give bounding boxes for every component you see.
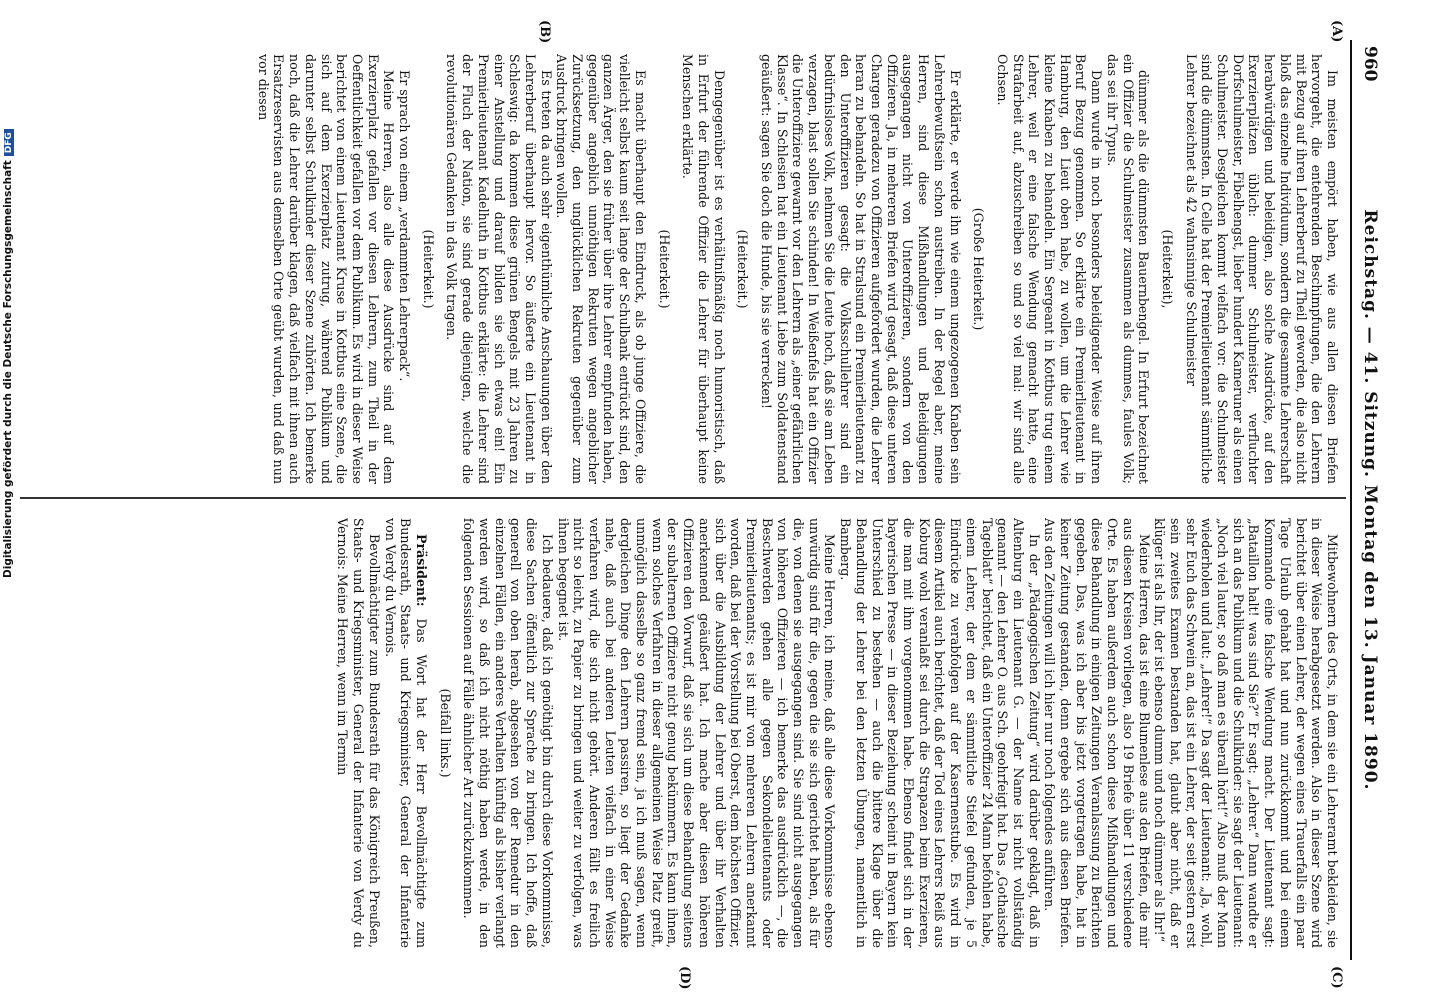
paragraph: Im meisten empört haben, wie aus allen diesen Briefen hervorgeht, die entehrenden Beschimpfungen, die den Lehrern mit Bezug auf ihren Lehrerberuf zu Theil geworden, die also nicht bloß das einzelne Individuum, sondern die gesammte Lehrerschaft herabwürdigen und beleidigen, also solche Ausdrücke, auf den Exerzierplätzen üblich: dummer Schulmeister, verfluchter Dorfschulmeister, Fibelhengst, lieber hundert Kameruner als einen Schulmeister. Desgleichen kommt vielfach vor: die Schulmeister sind die dümmsten. In Celle hat der Premierlieutenant sämmtliche Lehrer bezeichnet als 42 wahnsinnige Schulmeister [1183, 54, 1340, 484]
margin-marker-b: (B) [537, 20, 552, 44]
dfg-logo: DFG [4, 129, 14, 156]
left-column [20, 54, 1340, 484]
speaker-paragraph [382, 518, 429, 948]
interjection: (Heiterkeit), [1159, 229, 1175, 309]
paragraph: Demgegenüber ist es verhältnißmäßig noch humoristisch, daß in Erfurt der führende Offizier die Lehrer für überhaupt keine Menschen erklärte. [680, 54, 727, 484]
speech-text: Das Wort hat der Herr Bevollmächtigte zum Bundesrath, Staats- und Kriegsminister, General der Infanterie von Verdy du Vernois. [382, 518, 429, 948]
page-title: Reichstag. — 41. Sitzung. Montag den 13. Januar 1890. [1360, 209, 1380, 791]
paragraph: Meine Herren, das ist eine Blumenlese aus den Briefen, die mir aus diesen Kreisen vorliegen, also 19 Briefe über 11 verschiedene Orte. Es haben außerdem auch schon diese Mißhandlungen und diese Behandlung in einigen Zeitungen Veranlassung zu Berichten gegeben. Das, was ich aber bis jetzt vorgetragen habe, hat in keiner Zeitung gestanden, denn ergebe sich aus diesen Briefen. Aus den Zeitungen will ich hier nur noch folgendes anführen. [1042, 518, 1152, 948]
page-header [1350, 40, 1386, 960]
interjection: (Beifall links.) [437, 688, 453, 778]
paragraph: dümmer als die dümmsten Bauernbengel. In Erfurt bezeichnet ein Offizier die Schulmeister zusammen als dummes, faules Volk; das sei ihr Typus. [1104, 54, 1152, 484]
speaker-paragraph [335, 518, 382, 948]
page-number: 960 [1360, 46, 1380, 82]
interjection: (Große Heiterkeit.) [971, 207, 987, 331]
speech-text: Bevollmächtigter zum Bundesrath für das Königreich Preußen, Staats- und Kriegsminister, General der Infanterie von Verdy du Vernois: Meine Herren, wenn im Termin [335, 518, 382, 948]
interjection: (Heiterkeit.) [735, 229, 751, 309]
credit-text: Digitalisierung gefördert durch die Deutsche Forschungsgemeinschaft [2, 160, 14, 578]
margin-marker-c: (C) [1329, 966, 1344, 989]
interjection: (Heiterkeit.) [656, 229, 672, 309]
paragraph: Meine Herren, also alle diese Ausdrücke sind auf dem Exerzierplatz gefallen vor diesen Lehrern, zum Theil in der Oeffentlichkeit gefallen vor dem Publikum. Es wird in dieser Weise berichtet von einem Lieutenant Kruse in Kottbus eine Szene, die sich auf dem Exerzierplatz zutrug, während Publikum und darunter selbst Schulkinder dieser Szene zuhörten. Ich bemerke noch, daß die Lehrer darüber klagen, daß vielfach mit ihnen auch Ersatzreservisten aus demselben Orte geübt wurden, und daß nun vor diesen [255, 54, 397, 484]
paragraph: In der „Pädagogischen Zeitung“ wird darüber geklagt, daß in Altenburg ein Lieutenant G. — der Name ist nicht vollständig genannt — den Lehrer O. aus Sch. geohrfeigt hat. Das „Gothaische Tageblatt“ berichtet, daß ein Unteroffizier 24 Mann befohlen habe, einem Lehrer, der dem er sämmtliche Stiefel gefunden, je 5 Eindrücke zu verabfolgen auf der Kasernenstube. Es wird in diesem Artikel auch berichtet, daß der Tod eines Lehrers Reiß aus Koburg wohl veranlaßt sei durch die Strapazen beim Exerzieren, die man mit ihm vorgenommen habe. Ebenso findet sich in der bayerischen Presse — in dieser Beziehung scheint in Bayern kein Unterschied zu bestehen — auch die bittere Klage über die Behandlung der Lehrer bei den letzten Übungen, namentlich in Bamberg. [838, 518, 1042, 948]
paragraph: Es macht überhaupt den Eindruck, als ob junge Offiziere, die vielleicht selbst kaum seit lange der Schulbank entrückt sind, den ganzen Ärger, den sie früher über ihre Lehrer empfunden haben, gegenüber angeblich unnöthigen Rekruten wegen angeblicher Zurücksetzung, den unglücklichen Rekruten gegenüber zum Ausdruck bringen wollen. [554, 54, 648, 484]
interjection: (Heiterkeit.) [420, 229, 436, 309]
paragraph: Mitbewohnern des Orts, in dem sie ein Lehreramt bekleiden, sie in dieser Weise herabgesetzt werden. Also in dieser Szene wird berichtet über einen Lehrer, der wegen eines Trauerfalls ein paar Tage Urlaub gehabt hat und nun zurückkommt und bei einem Kommando eine falsche Wendung macht. Der Lieutenant sagt: „Bataillon halt! was sind Sie?“ Er sagt: „Lehrer.“ Dann wandte er sich an das Publikum und die Schulkinder: sie sagt der Lieutenant: „Noch viel lauter, so daß man es überall hört!“ Also muß der Mann wiederholen und laut: „Lehrer!“ Da sagt der Lieutenant: „Ja, wohl, sehr Euch das Schwein an, das ist ein Lehrer, der seit gestern erst sein zweites Examen bestanden hat, glaubt aber nicht, daß er klüger ist als Ihr, der ist ebenso dumm und noch dümmer als Ihr!“ [1152, 518, 1340, 948]
paragraph: Es treten da auch sehr eigenthümliche Anschauungen über den Lehrerberuf überhaupt hervor. So äußerte ein Lieutenant in Schleswig: da kommen diese grünen Bengels mit 23 Jahren zu einer Anstellung und darauf bilden sie sich etwas ein! Ein Premierlieutenant Kadelhuth in Kottbus erklärte: die Lehrer sind der Fluch der Nation, sie sind gerade diejenigen, welche die revolutionären Gedanken in das Volk tragen. [444, 54, 554, 484]
column-divider [20, 497, 1346, 499]
digitization-credit [2, 129, 14, 578]
paragraph: Meine Herren, ich meine, daß alle diese Vorkommnisse ebenso unwürdig sind für die, gegen die sie sich gerichtet haben, als für die, von denen sie ausgegangen sind. Sie sind nicht ausgegangen von höheren Offizieren — ich bemerke das ausdrücklich —, die Beschwerden gehen alle gegen Sekondelieutenants oder Premierlieutenants; es ist mir von mehreren Lehrern anerkannt worden, daß bei der Vorstellung bei Oberst, dem höchsten Offizier, sich über die Ausbildung der Lehrer und über ihr Verhalten anerkennend geäußert hat. Ich mache aber diesen höheren Offizieren den Vorwurf, daß sie sich um diese Behandlung seitens der subalternen Offiziere nicht genug bekümmern. Es kann ihnen, wenn solches Verfahren in dieser allgemeinen Weise Platz greift, unmöglich dasselbe so ganz fremd sein, ja ich muß sagen, wenn dergleichen Dinge den Lehrern passiren, so liegt der Gedanke nahe, daß auch bei anderen Leuten vielfach in einer Weise verfahren wird, die sich nicht gehört. Anderen fällt es freilich nicht so leicht, zu Papier zu bringen und weiter zu verfolgen, was ihnen begegnet ist. [555, 518, 838, 948]
paragraph: Er sprach von einem „verdammten Lehrerpack“. [397, 70, 413, 382]
paragraph: Dann wurde in noch besonders beleidigender Weise auf ihren Beruf Bezug genommen. So erklärte ein Premierlieutenant in Hamburg, den Lieut oben habe, zu wollen, um die Lehrer wie kleine Knaben zu behandeln. Ein Sergeant in Kottbus trug einem Lehrer, weil er eine falsche Wendung gemacht hatte, eine Strafarbeit auf, abzuschreiben so und so viel mal: wir sind alle Ochsen. [994, 54, 1105, 484]
paragraph: Er erklärte, er werde ihn wie einem ungezogenen Knaben sein Lehrerbewußtsein schon austreiben. In der Regel aber, meine Herren, sind diese Mißhandlungen und Beleidigungen ausgegangen nicht von Unteroffizieren, sondern von den Offizieren. Ja, in mehreren Briefen wird gesagt, daß diese unteren Chargen geradezu von Offizieren aufgefordert wurden, die Lehrer heran zu behandeln. So hat in Stralsund ein Premierlieutenant zu den Unteroffizieren gesagt: die Volksschullehrer sind ein bedürfnisloses Volk, nehmen Sie die Leute hoch, daß sie am Leben verzagen, blast sollen Sie schinden! In Weißenfels hat ein Offizier die Unteroffiziere gewarnt vor den Lehrern als „einer gefährlichen Klasse“. In Schlesien hat ein Lieutenant Liebe zum Soldatenstand geäußert: sagen Sie doch die Hunde, bis sie verrecken! [759, 54, 963, 484]
margin-marker-d: (D) [677, 966, 692, 990]
right-column [20, 518, 1340, 948]
speaker-name: Präsident: [413, 534, 429, 607]
paragraph: Ich bedauere, daß ich genöthigt bin durch diese Vorkommnisse, diese Sachen öffentlich zur Sprache zu bringen. Ich hoffe, daß generell von oben herab, abgesehen von der Remedur in den einzelnen Fällen, ein anderes Verhalten künftig als bisher verlangt werden wird, so daß ich nicht nöthig haben werde, in den folgenden Sessionen auf Fälle ähnlicher Art zurückzukommen. [461, 518, 555, 948]
header-rule [1350, 40, 1352, 960]
margin-marker-a: (A) [1329, 20, 1344, 43]
